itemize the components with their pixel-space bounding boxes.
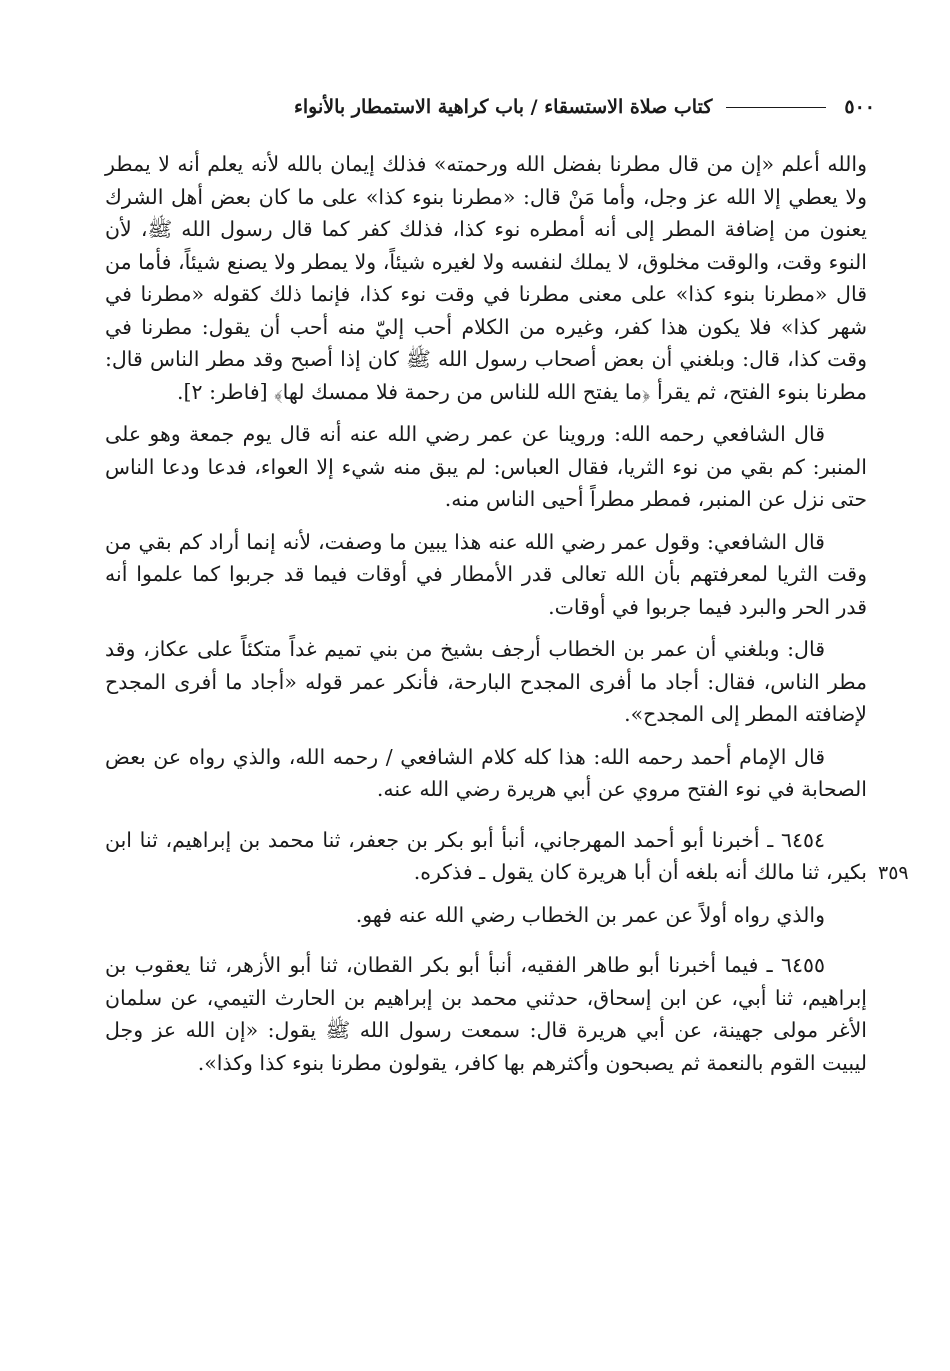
running-header [95,92,875,122]
paragraph-3: قال الشافعي: وقول عمر رضي الله عنه هذا يبين ما وصفت، لأنه إنما أراد كم بقي من وقت الثريا لمعرفتهم بأن الله تعالى قدر الأمطار في أوقات فيما قد جربوا كما علموا أنه قدر الحر والبرد فيما جربوا في أوقات. [105,529,867,619]
paragraph-1: والله أعلم «إن من قال مطرنا بفضل الله ورحمته» فذلك إيمان بالله لأنه يعلم أنه لا يمطر ولا يعطي إلا الله عز وجل، وأما مَنْ قال: «مطرنا بنوء كذا» على ما كان بعض أهل الشرك يعنون من إضافة المطر إلى أنه أمطره نوء كذا، فذلك كفر كما قال رسول الله ﷺ، لأن النوء وقت، والوقت مخلوق، لا يملك لنفسه ولا لغيره شيئاً، ولا يمطر ولا يصنع شيئاً، فأما من قال «مطرنا بنوء كذا» على معنى مطرنا في وقت نوء كذا، فإنما ذلك كقوله «مطرنا في شهر كذا» فلا يكون هذا كفر، وغيره من الكلام أحب إليّ منه أحب أن يقول: مطرنا في وقت كذا، قال: وبلغني أن بعض أصحاب رسول الله ﷺ كان إذا أصبح وقد مطر الناس قال: مطرنا بنوء الفتح، ثم يقرأ ﴿ما يفتح الله للناس من رحمة فلا ممسك لها﴾ [فاطر: ٢]. [105,152,867,404]
paragraph-2: قال الشافعي رحمه الله: وروينا عن عمر رضي الله عنه أنه قال يوم جمعة وهو على المنبر: كم بقي من نوء الثريا، فقال العباس: لم يبق منه شيء إلا العواء، فدعا ودعا الناس حتى نزل عن المنبر، فمطر مطراً أحيى الناس منه. [105,422,867,511]
hadith-6455: ٦٤٥٥ ـ فيما أخبرنا أبو طاهر الفقيه، أنبأ أبو بكر القطان، ثنا أبو الأزهر، ثنا يعقوب بن إبراهيم، ثنا أبي، عن ابن إسحاق، حدثني محمد بن إبراهيم بن الحارث التيمي، عن سلمان الأغر مولى جهينة، عن أبي هريرة قال: سمعت رسول الله ﷺ يقول: «إن الله عز وجل ليبيت القوم بالنعمة ثم يصبحون وأكثرهم بها كافر، يقولون مطرنا بنوء كذا وكذا». [105,953,867,1075]
paragraph-7: والذي رواه أولاً عن عمر بن الخطاب رضي الله عنه فهو. [355,902,825,927]
hadith-6454: ٦٤٥٤ ـ أخبرنا أبو أحمد المهرجاني، أنبأ أبو بكر بن جعفر، ثنا محمد بن إبراهيم، ثنا ابن بكير، ثنا مالك أنه بلغه أن أبا هريرة كان يقول ـ فذكره. [105,827,867,884]
paragraph-5: قال الإمام أحمد رحمه الله: هذا كله كلام الشافعي / رحمه الله، والذي رواه عن بعض الصحابة في نوء الفتح مروي عن أبي هريرة رضي الله عنه. [105,744,867,801]
main-text [105,148,867,1089]
header-rule [726,107,826,108]
page-number: ٥٠٠ [844,96,875,118]
paragraph-4: قال: وبلغني أن عمر بن الخطاب أرجف بشيخ من بني تميم غداً متكئاً على عكاز، وقد مطر الناس، فقال: أجاد ما أفرى المجدح البارحة، فأنكر عمر قوله «أجاد ما أفرى المجدح لإضافته المطر إلى المجدح». [105,637,867,726]
chapter-title: كتاب صلاة الاستسقاء / باب كراهية الاستمطار بالأنواء [293,96,713,118]
margin-page-reference: ٣٥٩ [878,862,909,884]
